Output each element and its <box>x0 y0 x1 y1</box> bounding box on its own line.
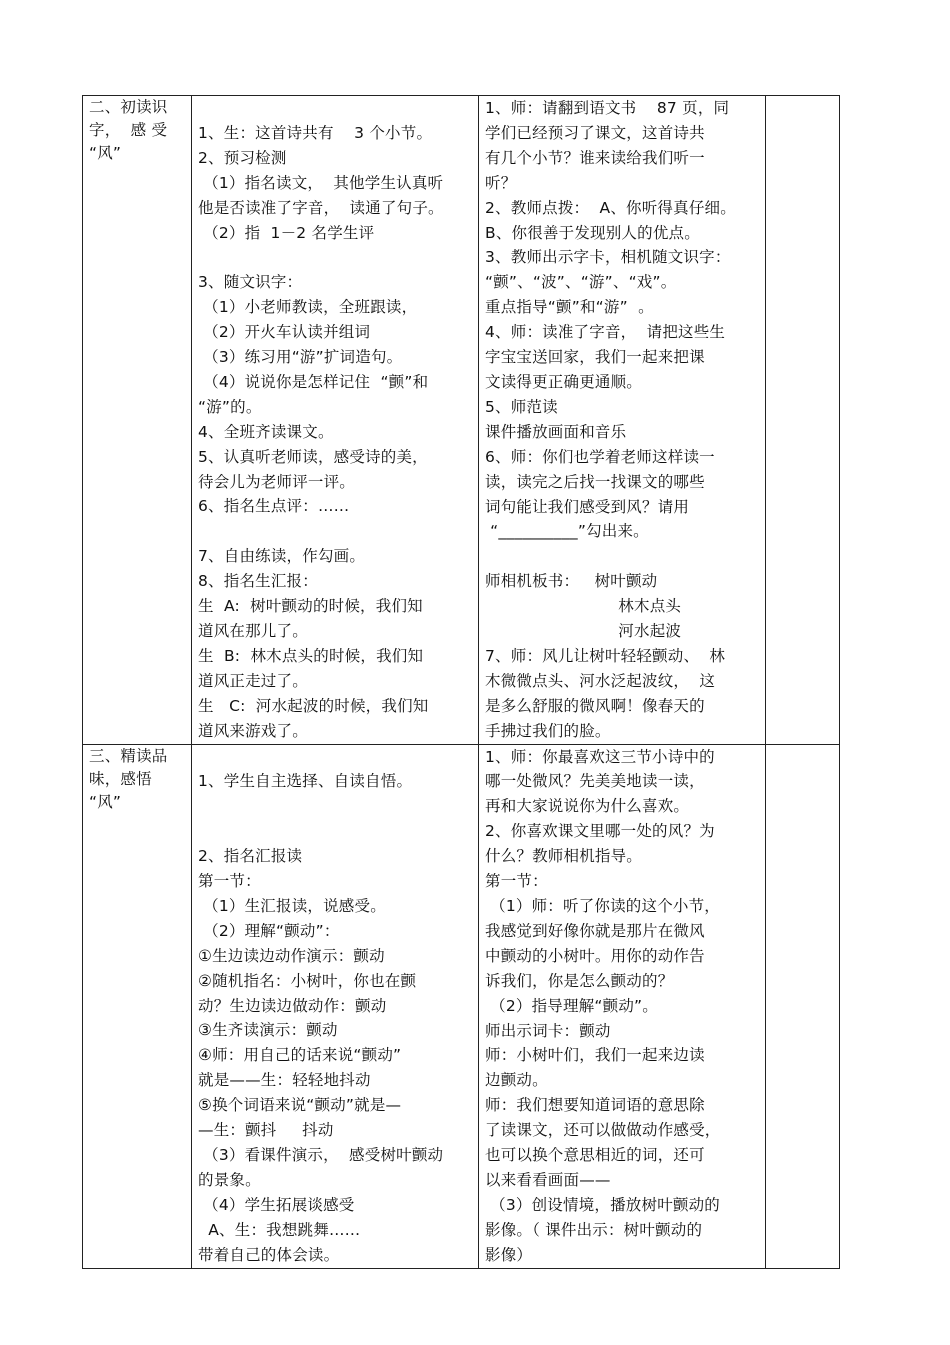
text-line: 7、自由练读，作勾画。 <box>198 547 366 566</box>
notes-cell <box>766 96 840 745</box>
text-line: 林木点头 <box>485 597 682 616</box>
text-line: 1、学生自主选择、自读自悟。 <box>198 772 413 791</box>
text-line: 5、认真听老师读，感受诗的美， <box>198 447 428 466</box>
teacher-activity-cell <box>479 744 766 1268</box>
text-line <box>485 544 765 569</box>
text-line <box>198 745 478 770</box>
text-line: ①生边读边动作演示：颤动 <box>198 946 385 965</box>
text-line: 第一节： <box>485 872 548 891</box>
text-line: 2、教师点拨： A、你听得真仔细。 <box>485 198 736 217</box>
text-line: 动？生边读边做动作：颤动 <box>198 996 387 1015</box>
text-line: 的景象。 <box>198 1170 261 1189</box>
text-line: 2、你喜欢课文里哪一处的风？为 <box>485 822 715 841</box>
text-line: 师：我们想要知道词语的意思除 <box>485 1096 705 1115</box>
text-line: （4）学生拓展谈感受 <box>198 1195 355 1214</box>
text-line: 中颤动的小树叶。用你的动作告 <box>485 946 705 965</box>
text-line: ④师：用自己的话来说“颤动” <box>198 1046 402 1065</box>
stage-text: 字， 感 受 <box>89 121 168 139</box>
text-line: 字宝宝送回家，我们一起来把课 <box>485 348 705 367</box>
text-line: 手拂过我们的脸。 <box>485 721 611 740</box>
text-line: 有几个小节？谁来读给我们听一 <box>485 148 705 167</box>
text-line: ②随机指名：小树叶，你也在颤 <box>198 971 417 990</box>
text-line: “颤”、“波”、“游”、“戏”。 <box>485 273 677 292</box>
text-line: 道风正走过了。 <box>198 671 308 690</box>
text-line: 5、师范读 <box>485 397 558 416</box>
text-line: 边颤动。 <box>485 1071 548 1090</box>
text-line: （2）指 1－2 名学生评 <box>198 223 375 242</box>
text-line: 待会儿为老师评一评。 <box>198 472 356 491</box>
text-line: 1、生：这首诗共有 3 个小节。 <box>198 123 433 142</box>
text-line: 他是否读准了字音， 读通了句子。 <box>198 198 444 217</box>
text-line: 师出示词卡：颤动 <box>485 1021 611 1040</box>
text-line <box>198 96 478 121</box>
text-line <box>198 819 478 844</box>
text-line: 师相机板书： 树叶颤动 <box>485 572 658 591</box>
text-line: 带着自己的体会读。 <box>198 1245 340 1264</box>
text-line: 6、师：你们也学着老师这样读一 <box>485 447 715 466</box>
text-line: 文读得更正确更通顺。 <box>485 372 643 391</box>
text-line: A、生：我想跳舞…… <box>198 1220 361 1239</box>
student-activity-cell <box>192 96 479 745</box>
stage-text: 三、精读品 <box>89 746 168 765</box>
student-activity-cell <box>192 744 479 1268</box>
table-row-stage-3 <box>83 744 840 1268</box>
text-line: 木微微点头、河水泛起波纹， 这 <box>485 671 716 690</box>
text-line: 重点指导“颤”和“游” 。 <box>485 298 654 317</box>
text-line: ⑤换个词语来说“颤动”就是— <box>198 1096 402 1115</box>
text-line: 诉我们，你是怎么颤动的？ <box>485 971 674 990</box>
text-line: “__________”勾出来。 <box>485 522 649 541</box>
text-line <box>198 794 478 819</box>
text-line: 3、教师出示字卡，相机随文识字： <box>485 248 731 267</box>
text-line: 课件播放画面和音乐 <box>485 422 627 441</box>
text-line: 道风来游戏了。 <box>198 721 308 740</box>
text-line: （3）练习用“游”扩词造句。 <box>198 348 403 367</box>
stage-text: “风” <box>89 792 122 811</box>
text-line: 哪一处微风？先美美地读一读， <box>485 772 705 791</box>
text-line: 7、师：风儿让树叶轻轻颤动、 林 <box>485 646 726 665</box>
text-line: 2、预习检测 <box>198 148 287 167</box>
text-line: 师：小树叶们，我们一起来边读 <box>485 1046 705 1065</box>
text-line: 生 B: 林木点头的时候，我们知 <box>198 646 424 665</box>
text-line: （3）创设情境，播放树叶颤动的 <box>485 1195 720 1214</box>
stage-cell <box>83 744 192 1268</box>
text-line: （1）师：听了你读的这个小节， <box>485 896 720 915</box>
text-line: 第一节： <box>198 872 261 891</box>
text-line <box>198 519 478 544</box>
text-line <box>198 245 478 270</box>
text-line: （2）理解“颤动”： <box>198 921 340 940</box>
stage-text: 二、初读识 <box>89 98 168 116</box>
text-line: （1）生汇报读，说感受。 <box>198 896 386 915</box>
text-line: “游”的。 <box>198 397 262 416</box>
text-line: 4、全班齐读课文。 <box>198 422 334 441</box>
text-line: （3）看课件演示， 感受树叶颤动 <box>198 1146 444 1164</box>
stage-cell <box>83 96 192 745</box>
text-line: 什么？教师相机指导。 <box>485 847 643 866</box>
text-line: 影像） <box>485 1245 533 1264</box>
text-line: 是多么舒服的微风啊！像春天的 <box>485 696 705 715</box>
stage-text: 味，感悟 <box>89 769 152 788</box>
table-row-stage-2 <box>83 96 840 745</box>
text-line: 1、师：请翻到语文书 87 页，同 <box>485 99 730 117</box>
text-line: 8、指名生汇报： <box>198 572 318 591</box>
text-line: 生 A: 树叶颤动的时候，我们知 <box>198 597 423 616</box>
stage-text: “风” <box>89 144 122 162</box>
text-line: （1）指名读文， 其他学生认真听 <box>198 173 444 192</box>
text-line: 就是——生：轻轻地抖动 <box>198 1071 371 1090</box>
text-line: B、你很善于发现别人的优点。 <box>485 223 700 242</box>
text-line: 4、师：读准了字音， 请把这些生 <box>485 323 726 342</box>
lesson-plan-table <box>82 95 840 1269</box>
text-line: 词句能让我们感受到风？请用 <box>485 497 690 516</box>
text-line: （2）指导理解“颤动”。 <box>485 996 658 1015</box>
text-line: （1）小老师教读，全班跟读， <box>198 298 418 317</box>
text-line: 生 C: 河水起波的时候，我们知 <box>198 696 429 715</box>
text-line: 2、指名汇报读 <box>198 847 303 866</box>
text-line: 以来看看画面—— <box>485 1170 611 1189</box>
text-line: 影像。（ 课件出示：树叶颤动的 <box>485 1220 703 1239</box>
text-line: 道风在那儿了。 <box>198 621 308 640</box>
text-line: 读，读完之后找一找课文的哪些 <box>485 472 705 491</box>
text-line: 学们已经预习了课文，这首诗共 <box>485 123 705 142</box>
text-line: （2）开火车认读并组词 <box>198 323 371 342</box>
text-line: 河水起波 <box>485 622 682 641</box>
text-line: ③生齐读演示：颤动 <box>198 1021 338 1040</box>
text-line: 也可以换个意思相近的词，还可 <box>485 1146 705 1165</box>
text-line: 3、随文识字： <box>198 273 303 292</box>
text-line: 听？ <box>485 173 517 192</box>
text-line: 再和大家说说你为什么喜欢。 <box>485 797 690 816</box>
text-line: （4）说说你是怎样记住 “颤”和 <box>198 372 429 391</box>
text-line: 我感觉到好像你就是那片在微风 <box>485 921 705 940</box>
text-line: 了读课文，还可以做做动作感受， <box>485 1121 721 1140</box>
text-line: 6、指名生点评：…… <box>198 497 350 516</box>
notes-cell <box>766 744 840 1268</box>
teacher-activity-cell <box>479 96 766 745</box>
text-line: 1、师：你最喜欢这三节小诗中的 <box>485 747 715 766</box>
text-line: —生：颤抖 抖动 <box>198 1121 334 1140</box>
